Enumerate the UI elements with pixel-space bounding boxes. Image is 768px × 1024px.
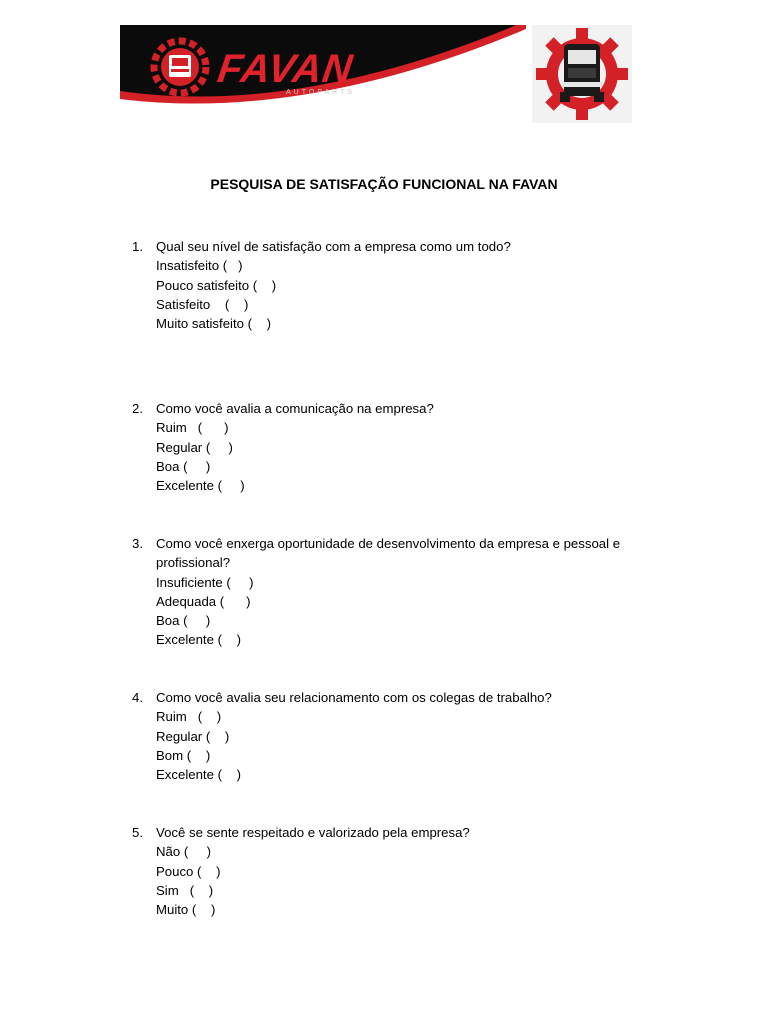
option-item: Muito satisfeito ( ) (156, 316, 272, 332)
question-1 (132, 237, 662, 333)
option-item: Ruim ( ) (156, 709, 222, 725)
gear-truck-icon (532, 25, 632, 123)
option-item: Ruim ( ) (156, 420, 229, 436)
question-text: Como você avalia a comunicação na empresa? (156, 401, 434, 416)
question-number: 1. (132, 239, 143, 254)
option-item: Bom ( ) (156, 747, 211, 763)
question-number: 2. (132, 401, 143, 416)
option-item: Insatisfeito ( ) (156, 258, 243, 274)
gear-truck-icon (154, 41, 206, 93)
option-item: Pouco satisfeito ( ) (156, 277, 277, 293)
option-item: Pouco ( ) (156, 863, 221, 879)
logo-subtitle: AUTOPARTS (286, 89, 356, 96)
question-number: 5. (132, 825, 143, 840)
option-item: Adequada ( ) (156, 593, 251, 609)
option-item: Regular ( ) (156, 728, 230, 744)
question-5 (132, 823, 662, 919)
question-3 (132, 534, 662, 650)
option-item: Sim ( ) (156, 882, 214, 898)
option-item: Excelente ( ) (156, 767, 242, 783)
option-item: Satisfeito ( ) (156, 296, 249, 312)
option-item: Boa ( ) (156, 613, 211, 629)
option-item: Excelente ( ) (156, 632, 242, 648)
logo-wordmark: FAVAN (214, 47, 356, 91)
option-item: Não ( ) (156, 844, 211, 860)
question-4 (132, 688, 662, 784)
question-text: Como você enxerga oportunidade de desenvolvimento da empresa e pessoal e profissional? (156, 536, 621, 571)
question-number: 3. (132, 536, 143, 551)
question-text: Como você avalia seu relacionamento com os colegas de trabalho? (156, 690, 552, 705)
option-item: Regular ( ) (156, 439, 233, 455)
question-2 (132, 399, 662, 495)
option-item: Insuficiente ( ) (156, 574, 254, 590)
option-item: Boa ( ) (156, 458, 211, 474)
truck-badge-logo (532, 25, 632, 123)
question-text: Você se sente respeitado e valorizado pela empresa? (156, 825, 470, 840)
option-item: Muito ( ) (156, 902, 216, 918)
question-number: 4. (132, 690, 143, 705)
option-item: Excelente ( ) (156, 478, 245, 494)
page-title: PESQUISA DE SATISFAÇÃO FUNCIONAL NA FAVAN (210, 176, 558, 192)
question-text: Qual seu nível de satisfação com a empresa como um todo? (156, 239, 511, 254)
header-banner (120, 25, 526, 122)
